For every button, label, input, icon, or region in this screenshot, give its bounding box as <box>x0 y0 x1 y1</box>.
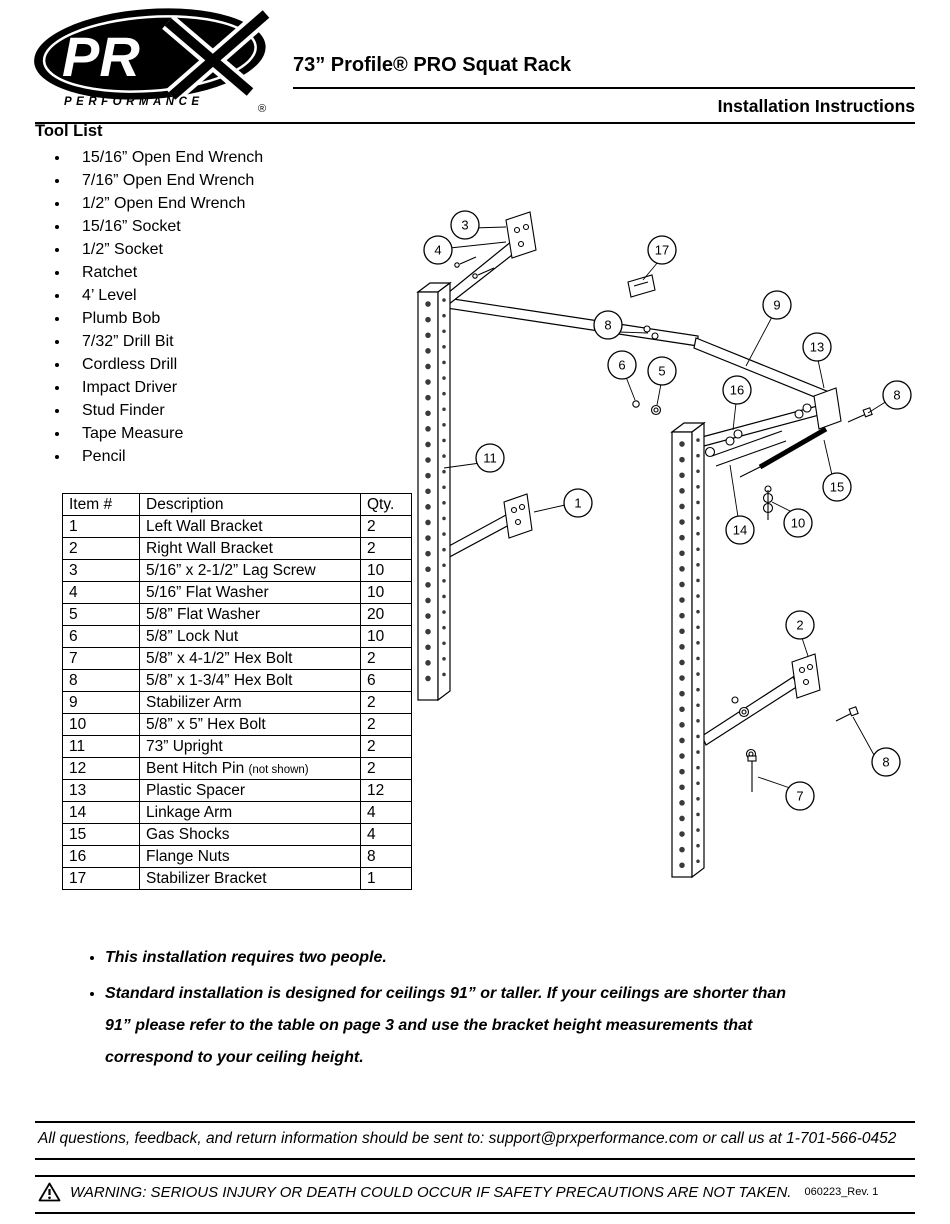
assembly-diagram <box>400 200 920 910</box>
part-item-number: 3 <box>63 560 140 582</box>
diagram-callout <box>763 291 791 319</box>
part-qty: 10 <box>361 582 412 604</box>
parts-row <box>63 758 412 780</box>
warning-banner <box>38 1182 915 1202</box>
tool-item: • 1/2” Open End Wrench <box>70 192 263 215</box>
tool-item: • Ratchet <box>70 261 263 284</box>
part-qty: 6 <box>361 670 412 692</box>
diagram-callout <box>883 381 911 409</box>
logo-performance-text: PERFORMANCE <box>64 96 204 108</box>
part-item-number: 10 <box>63 714 140 736</box>
part-description: 5/8” x 5” Hex Bolt <box>140 714 361 736</box>
diagram-callout <box>564 489 592 517</box>
parts-table-header-row <box>63 494 412 516</box>
tool-item: • Tape Measure <box>70 422 263 445</box>
part-qty: 2 <box>361 516 412 538</box>
svg-text:10: 10 <box>790 515 806 531</box>
parts-row <box>63 626 412 648</box>
part-qty: 4 <box>361 802 412 824</box>
diagram-callout <box>872 748 900 776</box>
svg-text:5: 5 <box>658 363 666 379</box>
svg-text:4: 4 <box>434 242 442 258</box>
tool-item: • 7/32” Drill Bit <box>70 330 263 353</box>
part-item-number: 8 <box>63 670 140 692</box>
right-upright <box>672 423 704 877</box>
parts-row <box>63 824 412 846</box>
parts-row <box>63 670 412 692</box>
logo-pr-text: PR <box>62 25 140 88</box>
support-contact-line: All questions, feedback, and return information should be sent to: support@prxperformance.com or call us at 1-701-566-0452 <box>38 1130 897 1147</box>
svg-text:13: 13 <box>809 339 825 355</box>
parts-row <box>63 538 412 560</box>
parts-row <box>63 560 412 582</box>
part-item-number: 14 <box>63 802 140 824</box>
tool-list-heading: Tool List <box>35 122 103 140</box>
part-qty: 2 <box>361 736 412 758</box>
svg-text:8: 8 <box>604 317 612 333</box>
part-item-number: 6 <box>63 626 140 648</box>
parts-header-qty: Qty. <box>361 494 412 516</box>
diagram-callout <box>803 333 831 361</box>
footer-rule-top <box>35 1121 915 1123</box>
warning-triangle-icon <box>38 1182 61 1202</box>
installation-notes <box>85 942 815 1078</box>
part-description: 5/8” x 1-3/4” Hex Bolt <box>140 670 361 692</box>
part-item-number: 4 <box>63 582 140 604</box>
parts-row <box>63 868 412 890</box>
parts-header-item: Item # <box>63 494 140 516</box>
part-description: 5/8” x 4-1/2” Hex Bolt <box>140 648 361 670</box>
parts-row <box>63 648 412 670</box>
tool-item: • Plumb Bob <box>70 307 263 330</box>
part-item-number: 15 <box>63 824 140 846</box>
part-item-number: 1 <box>63 516 140 538</box>
svg-text:3: 3 <box>461 217 469 233</box>
left-upright <box>418 283 450 700</box>
part-item-number: 11 <box>63 736 140 758</box>
diagram-callout <box>786 782 814 810</box>
parts-row <box>63 714 412 736</box>
diagram-callout <box>648 236 676 264</box>
note-item: • This installation requires two people. <box>105 942 815 974</box>
parts-row <box>63 846 412 868</box>
svg-text:9: 9 <box>773 297 781 313</box>
diagram-callout <box>476 444 504 472</box>
part-description: Bent Hitch Pin (not shown) <box>140 758 361 780</box>
part-description: Stabilizer Bracket <box>140 868 361 890</box>
diagram-callout <box>608 351 636 379</box>
subtitle-underline <box>35 122 915 124</box>
part-qty: 2 <box>361 714 412 736</box>
parts-row <box>63 802 412 824</box>
part-qty: 10 <box>361 626 412 648</box>
part-item-number: 12 <box>63 758 140 780</box>
part-qty: 2 <box>361 758 412 780</box>
right-wall-bracket-assembly <box>732 654 858 792</box>
part-description: 5/16” Flat Washer <box>140 582 361 604</box>
parts-row <box>63 582 412 604</box>
part-item-number: 5 <box>63 604 140 626</box>
svg-text:15: 15 <box>829 479 845 495</box>
diagram-callout <box>424 236 452 264</box>
tool-item: • 15/16” Socket <box>70 215 263 238</box>
svg-text:8: 8 <box>882 754 890 770</box>
tool-item: • 15/16” Open End Wrench <box>70 146 263 169</box>
svg-text:2: 2 <box>796 617 804 633</box>
svg-text:6: 6 <box>618 357 626 373</box>
tool-item: • Cordless Drill <box>70 353 263 376</box>
part-item-number: 13 <box>63 780 140 802</box>
part-description: 73” Upright <box>140 736 361 758</box>
diagram-callout <box>451 211 479 239</box>
part-qty: 2 <box>361 648 412 670</box>
part-qty: 4 <box>361 824 412 846</box>
diagram-callout <box>784 509 812 537</box>
stabilizer-arm-assembly <box>706 388 873 520</box>
parts-row <box>63 604 412 626</box>
part-description: Flange Nuts <box>140 846 361 868</box>
part-item-number: 7 <box>63 648 140 670</box>
part-description: Stabilizer Arm <box>140 692 361 714</box>
diagram-callout <box>823 473 851 501</box>
installation-instructions-heading: Installation Instructions <box>717 96 915 116</box>
tool-list <box>52 146 263 468</box>
svg-text:11: 11 <box>483 450 497 466</box>
part-description: 5/16” x 2-1/2” Lag Screw <box>140 560 361 582</box>
part-qty: 1 <box>361 868 412 890</box>
part-description: Gas Shocks <box>140 824 361 846</box>
part-qty: 10 <box>361 560 412 582</box>
diagram-callout <box>723 376 751 404</box>
parts-row <box>63 516 412 538</box>
title-underline <box>293 87 915 89</box>
part-description: 5/8” Lock Nut <box>140 626 361 648</box>
part-item-number: 17 <box>63 868 140 890</box>
left-wall-bracket <box>504 494 532 538</box>
part-qty: 2 <box>361 692 412 714</box>
logo-registered-mark: ® <box>258 103 267 115</box>
warning-text: WARNING: SERIOUS INJURY OR DEATH COULD OCCUR IF SAFETY PRECAUTIONS ARE NOT TAKEN. <box>70 1183 792 1201</box>
diagram-callout <box>594 311 622 339</box>
tool-item: • 4’ Level <box>70 284 263 307</box>
part-description: Right Wall Bracket <box>140 538 361 560</box>
svg-text:16: 16 <box>729 382 745 398</box>
part-item-number: 2 <box>63 538 140 560</box>
svg-text:17: 17 <box>654 242 670 258</box>
parts-table <box>62 493 412 890</box>
svg-text:14: 14 <box>732 522 748 538</box>
note-item: • Standard installation is designed for ceilings 91” or taller. If your ceilings are shorter than 91” please refer to the table on page 3 and use the bracket height measurements that correspond to your ceiling height. <box>105 978 815 1074</box>
part-description: Linkage Arm <box>140 802 361 824</box>
parts-row <box>63 780 412 802</box>
svg-text:1: 1 <box>574 495 582 511</box>
revision-label: 060223_Rev. 1 <box>804 1186 879 1198</box>
tool-item: • 7/16” Open End Wrench <box>70 169 263 192</box>
parts-row <box>63 736 412 758</box>
part-item-number: 9 <box>63 692 140 714</box>
part-item-number: 16 <box>63 846 140 868</box>
tool-item: • Stud Finder <box>70 399 263 422</box>
tool-item: • Pencil <box>70 445 263 468</box>
stabilizer-bracket <box>628 275 655 297</box>
part-description: 5/8” Flat Washer <box>140 604 361 626</box>
part-qty: 8 <box>361 846 412 868</box>
svg-text:7: 7 <box>796 788 804 804</box>
part-qty: 2 <box>361 538 412 560</box>
part-qty: 20 <box>361 604 412 626</box>
diagram-callout <box>786 611 814 639</box>
parts-header-description: Description <box>140 494 361 516</box>
part-qty: 12 <box>361 780 412 802</box>
warning-rule-top <box>35 1175 915 1177</box>
footer-rule-mid <box>35 1158 915 1160</box>
warning-rule-bottom <box>35 1212 915 1214</box>
diagram-callout <box>648 357 676 385</box>
part-description: Left Wall Bracket <box>140 516 361 538</box>
parts-row <box>63 692 412 714</box>
page-title: 73” Profile® PRO Squat Rack <box>293 54 572 76</box>
tool-item: • 1/2” Socket <box>70 238 263 261</box>
diagram-callout <box>726 516 754 544</box>
svg-text:8: 8 <box>893 387 901 403</box>
tool-item: • Impact Driver <box>70 376 263 399</box>
part-description: Plastic Spacer <box>140 780 361 802</box>
part-description-note: (not shown) <box>248 763 309 776</box>
